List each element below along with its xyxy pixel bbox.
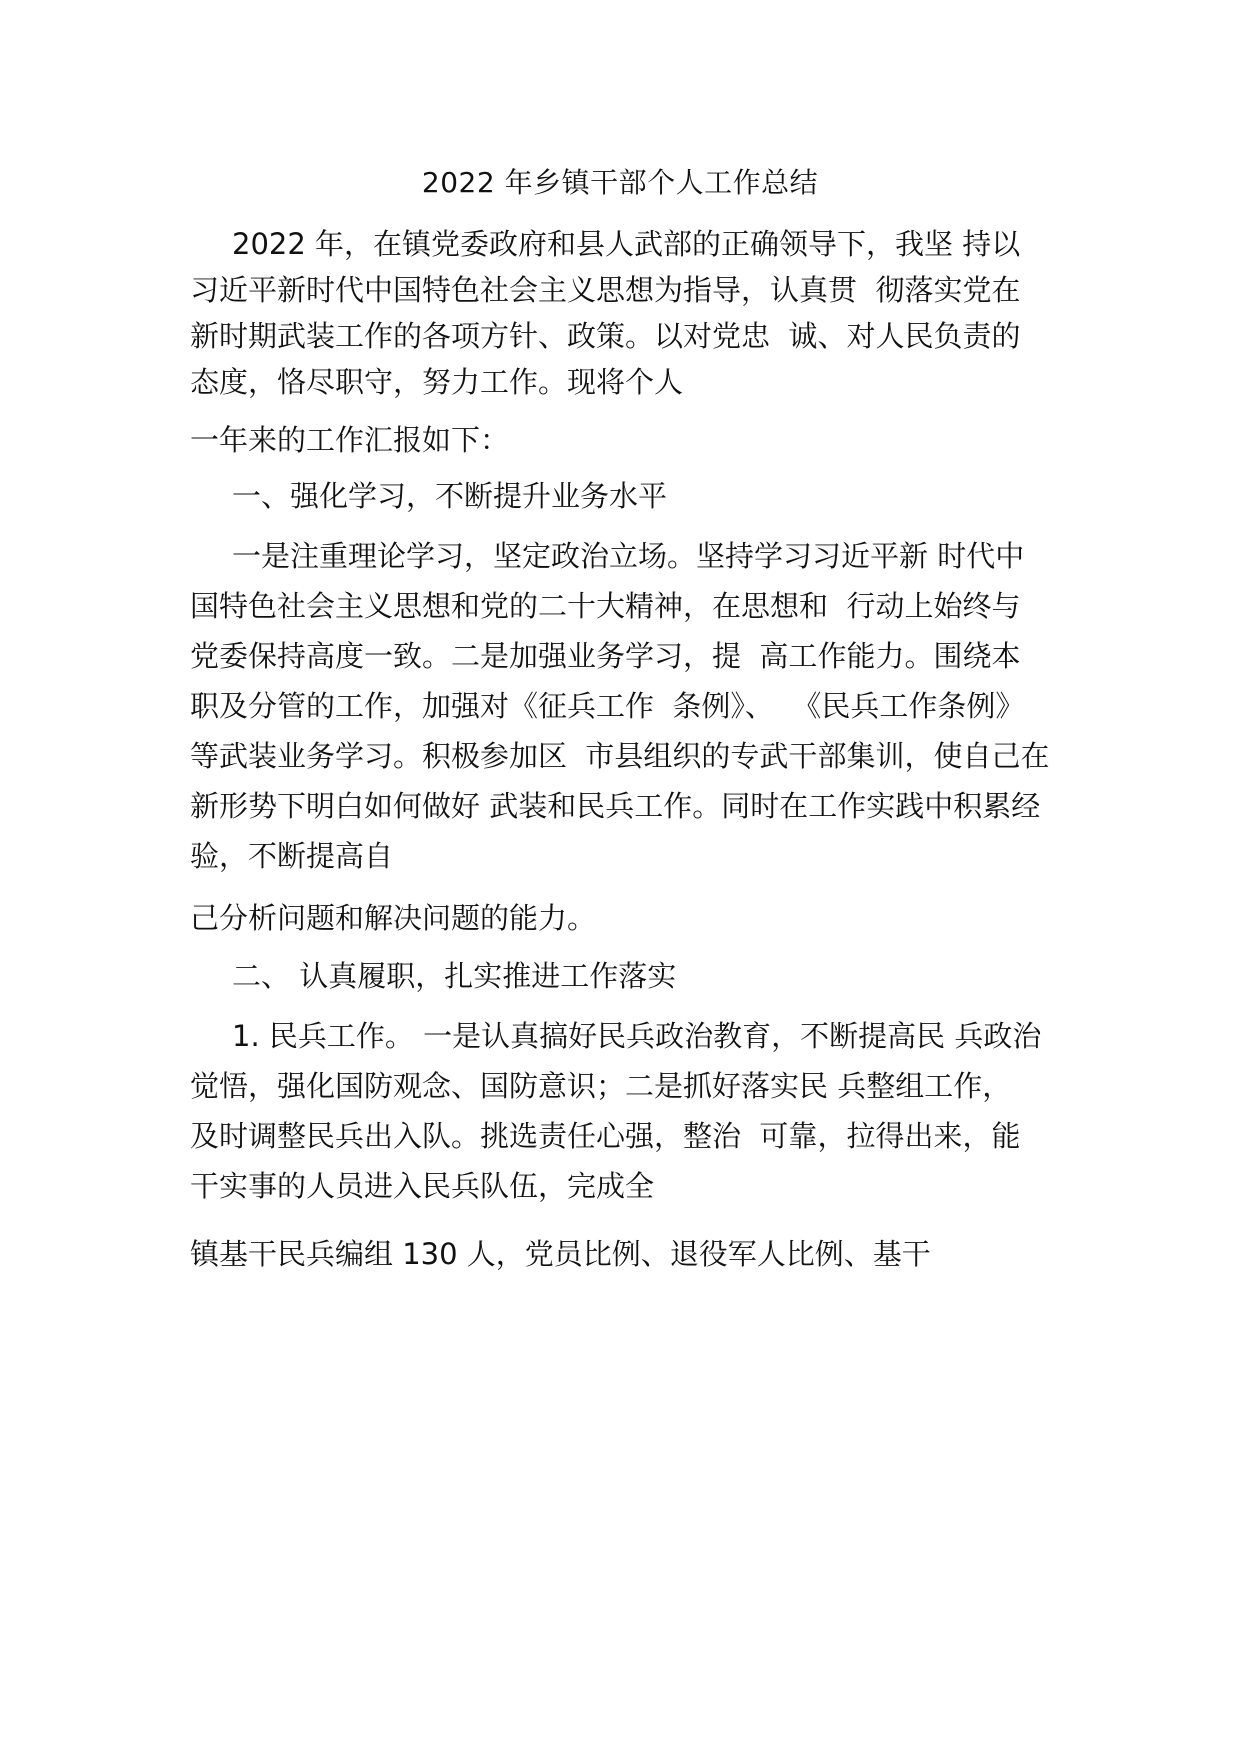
paragraph-line: 态度，恪尽职守，努力工作。现将个人	[190, 365, 684, 399]
paragraph-line: 等武装业务学习。积极参加区 市县组织的专武干部集训，使自己在	[190, 739, 1050, 773]
section-heading-1: 一、强化学习，不断提升业务水平	[232, 479, 668, 513]
paragraph-line: 1. 民兵工作。 一是认真搞好民兵政治教育，不断提高民 兵政治	[232, 1019, 1042, 1053]
paragraph-line: 习近平新时代中国特色社会主义思想为指导，认真贯 彻落实党在	[190, 273, 1021, 307]
paragraph-line: 新形势下明白如何做好 武装和民兵工作。同时在工作实践中积累经	[190, 789, 1041, 823]
paragraph-line: 验，不断提高自	[190, 839, 394, 873]
paragraph-line: 职及分管的工作，加强对《征兵工作 条例》、 《民兵工作条例》	[190, 689, 1025, 723]
paragraph-line: 及时调整民兵出入队。挑选责任心强，整治 可靠，拉得出来，能	[190, 1119, 1021, 1153]
paragraph-line: 觉悟，强化国防观念、国防意识；二是抓好落实民 兵整组工作，	[190, 1069, 1012, 1103]
paragraph-line: 镇基干民兵编组 130 人，党员比例、退役军人比例、基干	[190, 1237, 931, 1271]
paragraph-line: 党委保持高度一致。二是加强业务学习，提 高工作能力。围绕本	[190, 639, 1021, 673]
paragraph-line: 国特色社会主义思想和党的二十大精神，在思想和 行动上始终与	[190, 589, 1021, 623]
paragraph-line: 一年来的工作汇报如下：	[190, 423, 510, 457]
paragraph-line: 2022 年，在镇党委政府和县人武部的正确领导下，我坚 持以	[232, 227, 1021, 261]
section-heading-2: 二、 认真履职，扎实推进工作落实	[232, 959, 677, 993]
paragraph-line: 一是注重理论学习，坚定政治立场。坚持学习习近平新 时代中	[232, 539, 1025, 573]
paragraph-line: 新时期武装工作的各项方针、政策。以对党忠 诚、对人民负责的	[190, 319, 1021, 353]
document-title: 2022 年乡镇干部个人工作总结	[421, 166, 819, 199]
paragraph-line: 干实事的人员进入民兵队伍，完成全	[190, 1169, 655, 1203]
paragraph-line: 己分析问题和解决问题的能力。	[190, 901, 597, 935]
